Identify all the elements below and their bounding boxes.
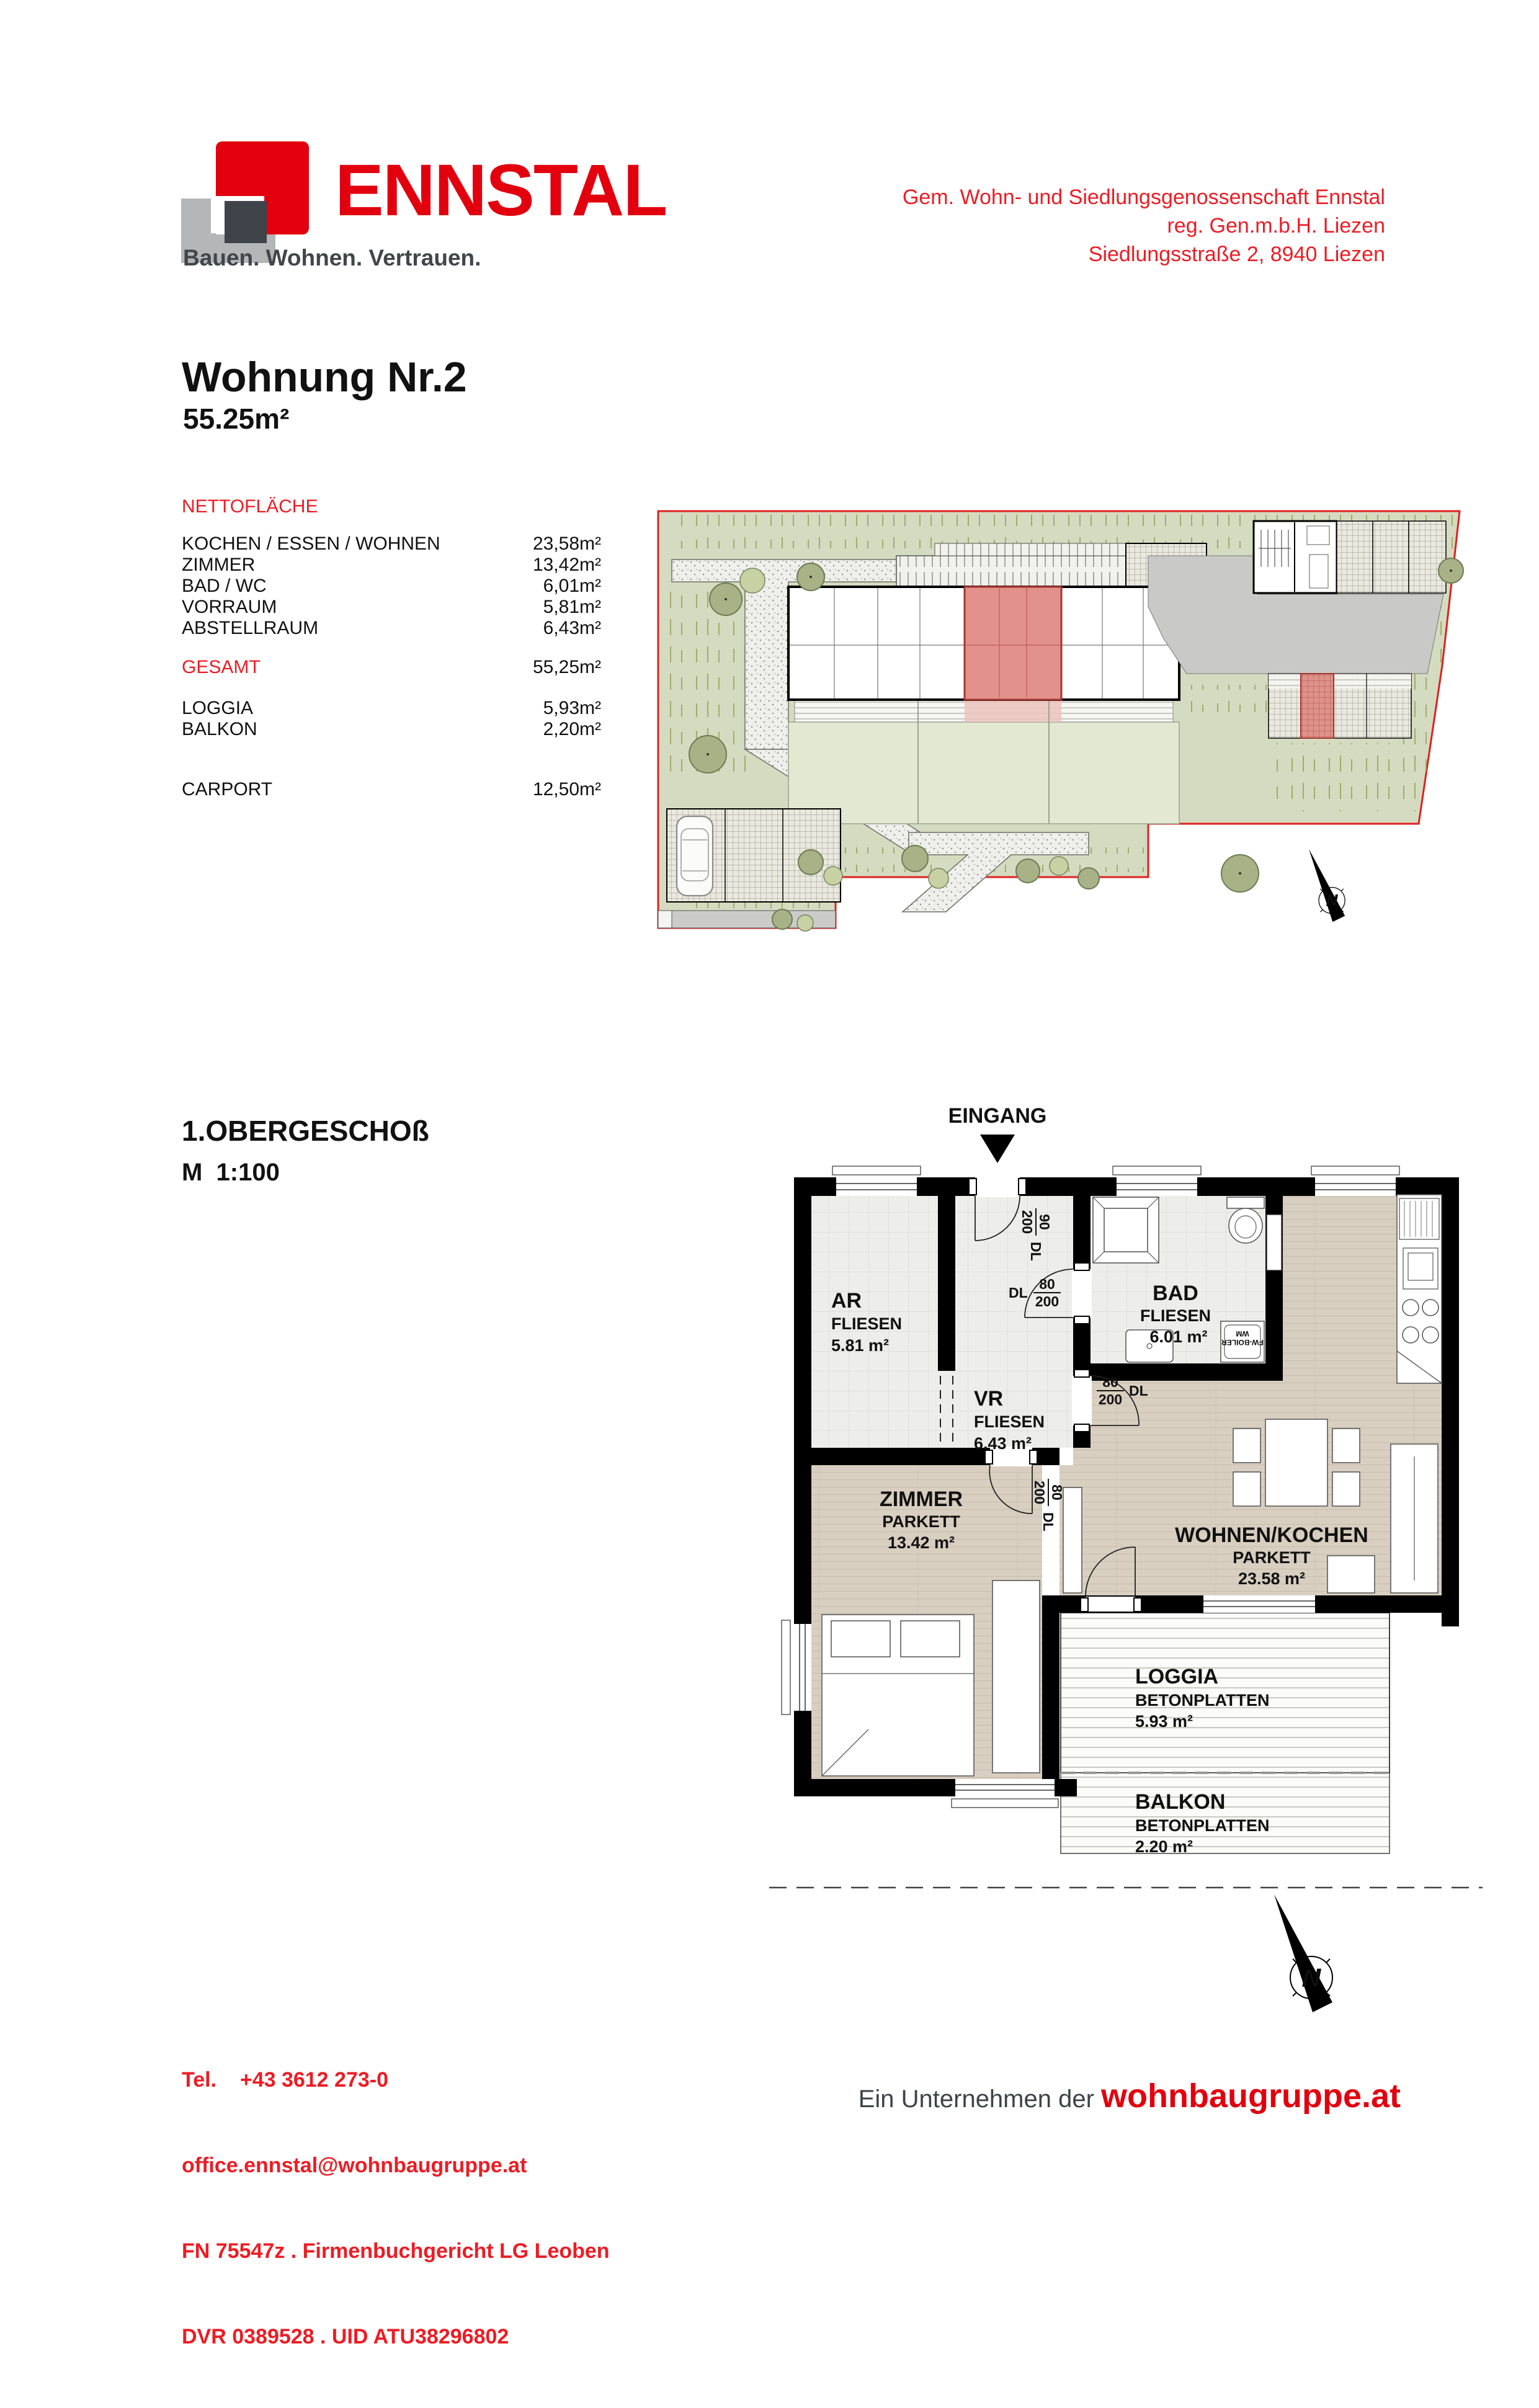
svg-text:BETONPLATTEN: BETONPLATTEN (1135, 1816, 1270, 1835)
footer-register: FN 75547z . Firmenbuchgericht LG Leoben (182, 2239, 610, 2263)
footer-dvr: DVR 0389528 . UID ATU38296802 (182, 2325, 509, 2348)
svg-text:2.20 m²: 2.20 m² (1135, 1837, 1193, 1856)
table-row: ABSTELLRAUM 6,43m² (182, 618, 601, 638)
highlighted-unit (965, 587, 1061, 700)
svg-text:DL: DL (1028, 1242, 1044, 1261)
north-arrow-icon (1309, 849, 1345, 922)
table-total-row: GESAMT 55,25m² (182, 657, 601, 677)
svg-text:PARKETT: PARKETT (1233, 1548, 1311, 1567)
svg-text:6.43 m²: 6.43 m² (974, 1434, 1032, 1453)
room-label-zimmer: ZIMMER (879, 1487, 963, 1511)
brand-tagline: Bauen. Wohnen. Vertrauen. (183, 245, 481, 270)
floor-plan (769, 1153, 1483, 1906)
room-label-wohnen: WOHNEN/KOCHEN (1175, 1523, 1368, 1547)
table-row: KOCHEN / ESSEN / WOHNEN 23,58m² (182, 533, 601, 554)
svg-text:FLIESEN: FLIESEN (974, 1412, 1045, 1431)
entrance-label: EINGANG (948, 1104, 1047, 1128)
svg-text:DL: DL (1040, 1512, 1056, 1532)
table-carport-row: CARPORT 12,50m² (182, 779, 601, 800)
svg-text:FLIESEN: FLIESEN (831, 1314, 903, 1333)
svg-text:PARKETT: PARKETT (882, 1512, 960, 1531)
kitchen (1397, 1195, 1442, 1383)
footer-contact (182, 2009, 610, 2408)
floor-vr (938, 1195, 1073, 1448)
svg-text:200: 200 (1098, 1391, 1123, 1407)
car-icon (677, 816, 713, 896)
north-arrow-icon (1259, 1892, 1352, 2019)
svg-text:FLIESEN: FLIESEN (1140, 1306, 1211, 1325)
company-address (827, 183, 1385, 269)
table-row: VORRAUM 5,81m² (182, 597, 601, 617)
svg-text:DL: DL (1129, 1383, 1148, 1399)
table-row: BALKON 2,20m² (182, 719, 601, 739)
table-row: ZIMMER 13,42m² (182, 555, 601, 575)
footer-company (859, 2077, 1401, 2115)
svg-text:5.93 m²: 5.93 m² (1135, 1712, 1193, 1731)
terrace-highlight (965, 700, 1061, 722)
access-deck (896, 556, 1148, 587)
svg-text:23.58 m²: 23.58 m² (1238, 1569, 1306, 1588)
footer-tel: Tel. +43 3612 273-0 (182, 2068, 388, 2092)
svg-text:200: 200 (1035, 1293, 1059, 1309)
svg-text:200: 200 (1032, 1480, 1048, 1505)
svg-text:80: 80 (1102, 1374, 1118, 1390)
svg-text:80: 80 (1049, 1484, 1065, 1501)
svg-text:WM: WM (1236, 1329, 1249, 1338)
svg-text:DL: DL (1009, 1285, 1028, 1301)
svg-text:13.42 m²: 13.42 m² (887, 1533, 955, 1552)
floor-label: 1.OBERGESCHOß (182, 1115, 429, 1147)
scale-label: M 1:100 (182, 1159, 280, 1186)
room-label-balkon: BALKON (1135, 1790, 1226, 1814)
address-line-2: reg. Gen.m.b.H. Liezen (1167, 214, 1385, 238)
covered-stalls (1337, 521, 1446, 593)
table-row: LOGGIA 5,93m² (182, 698, 601, 718)
room-label-loggia: LOGGIA (1135, 1665, 1219, 1688)
address-line-3: Siedlungsstraße 2, 8940 Liezen (1088, 243, 1385, 266)
svg-text:FW-BOILER: FW-BOILER (1221, 1338, 1264, 1347)
room-label-bad: BAD (1153, 1282, 1198, 1305)
garden-strip (788, 722, 1179, 824)
area-table (182, 496, 601, 800)
footer-email: office.ennstal@wohnbaugruppe.at (182, 2154, 527, 2177)
room-label-vr: VR (974, 1387, 1004, 1411)
table-row: BAD / WC 6,01m² (182, 576, 601, 596)
svg-text:6.01 m²: 6.01 m² (1149, 1327, 1208, 1346)
page-title: Wohnung Nr.2 (182, 354, 467, 401)
brand-name: ENNSTAL (335, 149, 667, 231)
svg-text:5.81 m²: 5.81 m² (831, 1336, 890, 1355)
svg-text:N: N (1326, 893, 1338, 910)
svg-text:200: 200 (1019, 1210, 1035, 1234)
svg-text:BETONPLATTEN: BETONPLATTEN (1135, 1691, 1270, 1710)
svg-text:90: 90 (1037, 1214, 1053, 1230)
table-section-label: NETTOFLÄCHE (182, 496, 318, 517)
apartment-area: 55.25m² (183, 403, 290, 435)
carport-highlight (1301, 674, 1334, 738)
site-plan (654, 507, 1467, 946)
svg-text:N: N (1302, 1964, 1321, 1992)
address-line-1: Gem. Wohn- und Siedlungsgenossenschaft Ennstal (902, 185, 1385, 209)
building (788, 587, 1179, 700)
room-label-ar: AR (831, 1289, 862, 1313)
svg-text:80: 80 (1039, 1276, 1055, 1292)
company-brand: wohnbaugruppe.at (1101, 2077, 1401, 2115)
company-prefix: Ein Unternehmen der (858, 2085, 1102, 2113)
